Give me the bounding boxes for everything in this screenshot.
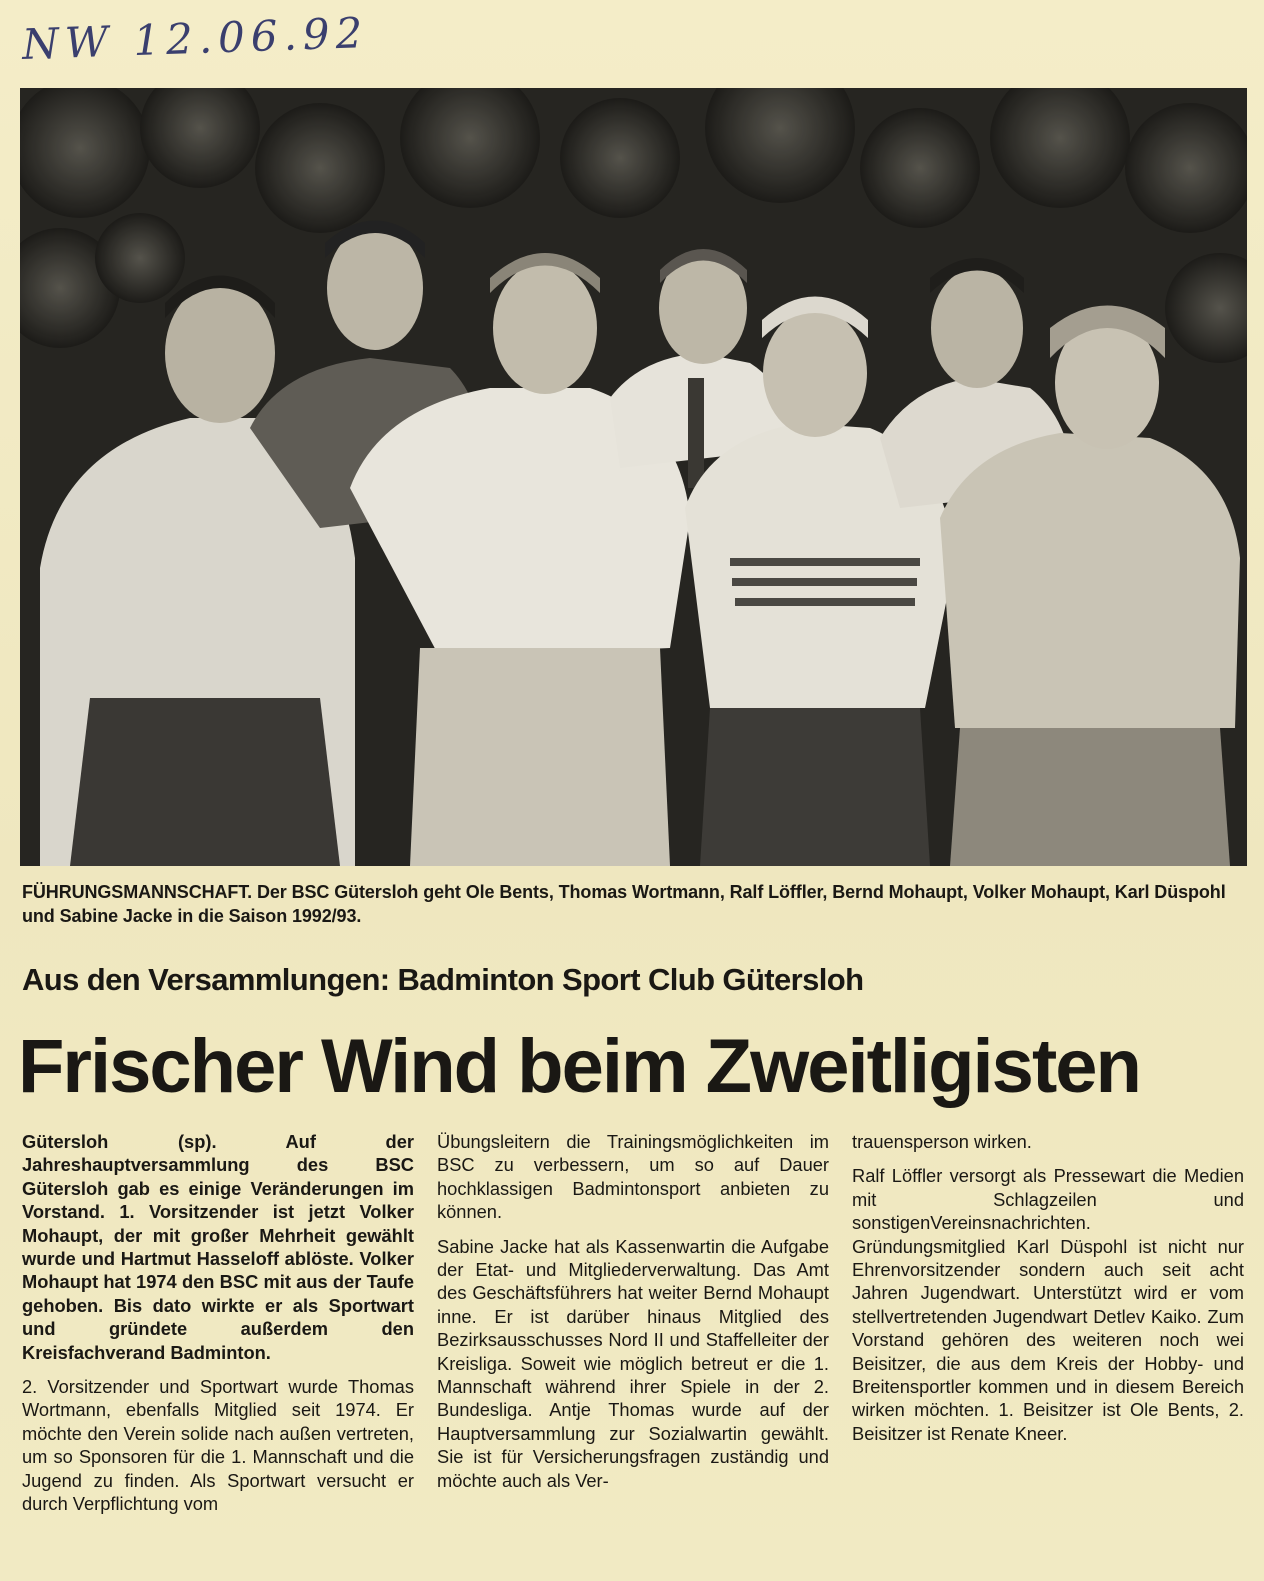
article-paragraph: trauensperson wirken.: [852, 1131, 1032, 1152]
photo-caption: FÜHRUNGSMANNSCHAFT. Der BSC Gütersloh geht Ole Bents, Thomas Wortmann, Ralf Löffler, Bernd Mohaupt, Volker Mohaupt, Karl Düspohl und Sabine Jacke in die Saison 1992/93.: [22, 882, 1226, 926]
article-paragraph: Sabine Jacke hat als Kassenwartin die Aufgabe der Etat- und Mitgliederverwaltung. Das Amt des Geschäftsführers hat weiter Bernd Mohaupt inne. Er ist darüber hinaus Mitglied des Bezirksausschusses Nord II und Staffelleiter der Kreisliga. Soweit wie möglich betreut er die 1. Mannschaft während ihrer Spiele in der 2. Bundesliga. Antje Thomas wurde auf der Hauptversammlung zur Sozialwartin gewählt. Sie ist für Versicherungsfragen zuständig und möchte auch als Ver-: [437, 1235, 829, 1491]
article-paragraph: 2. Vorsitzender und Sportwart wurde Thomas Wortmann, ebenfalls Mitglied seit 1974. Er möchte den Verein solide nach außen vertreten, um so Sponsoren für die 1. Mannschaft und die Jugend zu finden. Als Sportwart versucht er durch Verpflichtung vom: [22, 1376, 414, 1515]
article-paragraph: Übungsleitern die Trainingsmöglichkeiten im BSC zu verbessern, um so auf Dauer hochklassigen Badmintonsport anbieten zu können.: [437, 1131, 829, 1223]
article-paragraph: Gütersloh (sp). Auf der Jahreshauptversammlung des BSC Gütersloh gab es einige Veränderungen im Vorstand. 1. Vorsitzender ist jetzt Volker Mohaupt, der mit großer Mehrheit gewählt wurde und Hartmut Hasseloff ablöste. Volker Mohaupt hat 1974 den BSC mit aus der Taufe gehoben. Bis dato wirkte er als Sportwart und gründete außerdem den Kreisfachverand Badminton.: [22, 1131, 414, 1363]
article-kicker: Aus den Versammlungen: Badminton Sport Club Gütersloh: [22, 962, 864, 997]
team-photo: [20, 88, 1247, 866]
team-photo-drawing: [20, 88, 1247, 866]
article-body: [22, 1130, 1244, 1570]
article-headline: Frischer Wind beim Zweitligisten: [18, 1024, 1140, 1109]
handwritten-date-note: NW 12.06.92: [21, 7, 370, 70]
article-column-1: [22, 1130, 414, 1570]
article-column-2: [437, 1130, 829, 1570]
article-paragraph: Ralf Löffler versorgt als Pressewart die Medien mit Schlagzeilen und sonstigenVereinsnachrichten. Gründungsmitglied Karl Düspohl ist nicht nur Ehrenvorsitzender sondern auch seit acht Jahren Jugendwart. Unterstützt wird er vom stellvertretenden Jugendwart Detlev Kaiko. Zum Vorstand gehören des weiteren noch wei Beisitzer, die aus dem Kreis der Hobby- und Breitensportler kommen und in diesem Bereich wirken möchten. 1. Beisitzer ist Ole Bents, 2. Beisitzer ist Renate Kneer.: [852, 1165, 1244, 1444]
article-column-3: [852, 1130, 1244, 1570]
